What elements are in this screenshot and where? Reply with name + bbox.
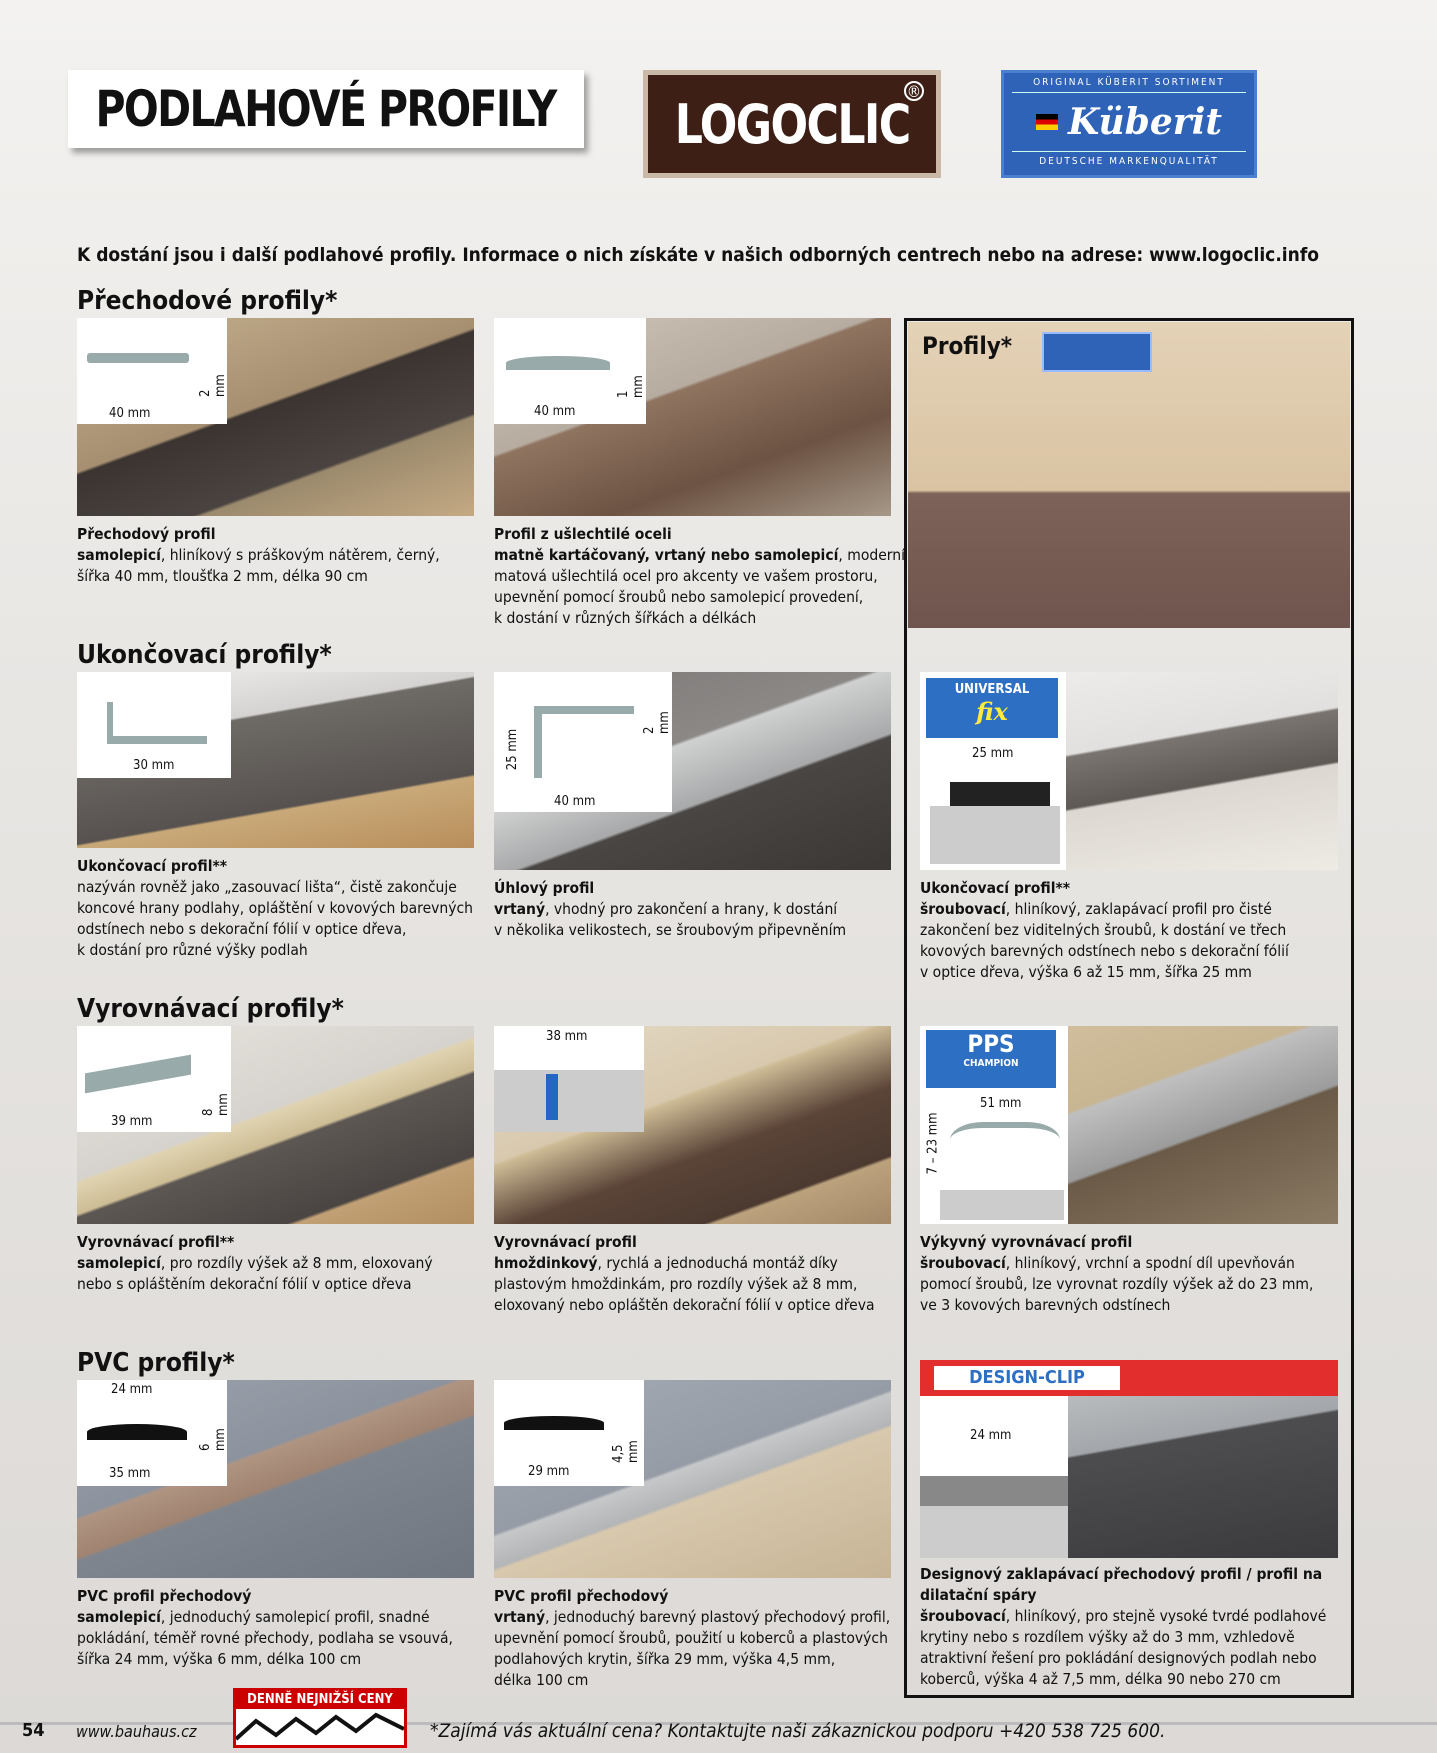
card-end-profile	[77, 856, 473, 961]
brand-champion: CHAMPION	[963, 1058, 1019, 1069]
dim-width: 38 mm	[546, 1029, 588, 1044]
card-line: krytiny nebo s rozdílem výšky až do 3 mm, vzhledově	[920, 1628, 1295, 1646]
brand-design-clip: DESIGN-CLIP	[934, 1366, 1120, 1390]
section-heading-transition: Přechodové profily*	[77, 286, 338, 316]
photo-pps-champion	[920, 1026, 1338, 1224]
card-bold: hmoždinkový	[494, 1254, 598, 1272]
card-line: , hliníkový s práškovým nátěrem, černý,	[160, 546, 440, 564]
diagram-box	[920, 672, 1066, 870]
diagram-box	[77, 1380, 227, 1486]
dim-width: 40 mm	[554, 794, 596, 809]
dim-width: 40 mm	[109, 406, 151, 421]
card-line: koberců, výška 4 až 7,5 mm, délka 90 nebo 270 cm	[920, 1670, 1281, 1688]
dim-height: 1 mm	[616, 375, 646, 398]
page-number: 54	[22, 1720, 45, 1741]
card-title: PVC profil přechodový	[77, 1587, 252, 1605]
dim-top-width: 24 mm	[111, 1382, 153, 1397]
dim-height-range: 7 – 23 mm	[925, 1112, 941, 1175]
panel-title: Profily*	[922, 332, 1013, 360]
section-heading-end: Ukončovací profily*	[77, 640, 332, 670]
card-bold: šroubovací	[920, 1607, 1006, 1625]
footer-note: *Zajímá vás aktuální cena? Kontaktujte naši zákaznickou podporu +420 538 725 600.	[430, 1720, 1166, 1742]
card-line: pomocí šroubů, lze vyrovnat rozdíly výšek až do 23 mm,	[920, 1275, 1314, 1293]
section-heading-leveling: Vyrovnávací profily*	[77, 994, 344, 1024]
badge-text: DENNĚ NEJNIŽŠÍ CENY	[236, 1691, 404, 1709]
card-leveling	[77, 1232, 433, 1295]
kuberit-brand: Küberit	[1067, 101, 1223, 143]
photo-angle-profile	[494, 672, 891, 870]
card-line: , vhodný pro zakončení a hrany, k dostání	[545, 900, 838, 918]
card-title: Designový zaklapávací přechodový profil / profil na	[920, 1565, 1323, 1583]
card-line: pokládání, téměř rovné přechody, podlaha se vsouvá,	[77, 1629, 453, 1647]
photo-end-profile	[77, 672, 474, 848]
card-line: zakončení bez viditelných šroubů, k dostání ve třech	[920, 921, 1287, 939]
registered-icon: ®	[904, 81, 924, 101]
card-line: nazýván rovněž jako „zasouvací lišta“, čistě zakončuje	[77, 878, 457, 896]
card-line: kovových barevných odstínech nebo s dekorační fólií	[920, 942, 1289, 960]
diagram-box	[494, 672, 672, 812]
card-line: matová ušlechtilá ocel pro akcenty ve vašem prostoru,	[494, 567, 878, 585]
dim-height: 6 mm	[198, 1428, 228, 1451]
card-line: v několika velikostech, se šroubovým připevněním	[494, 921, 847, 939]
card-line: nebo s opláštěním dekorační fólií v optice dřeva	[77, 1275, 412, 1293]
card-line: atraktivní řešení pro pokládání designových podlah nebo	[920, 1649, 1317, 1667]
card-line: , jednoduchý barevný plastový přechodový profil,	[545, 1608, 891, 1626]
card-bold: samolepicí	[77, 1254, 161, 1272]
card-line: v optice dřeva, výška 6 až 15 mm, šířka 25 mm	[920, 963, 1252, 981]
card-angle-profile	[494, 878, 846, 941]
card-line: eloxovaný nebo opláštěn dekorační fólií v optice dřeva	[494, 1296, 875, 1314]
dim-height: 8 mm	[201, 1093, 231, 1116]
card-line: upevnění pomocí šroubů nebo samolepicí provedení,	[494, 588, 864, 606]
zigzag-icon	[236, 1709, 404, 1745]
card-design-clip	[920, 1564, 1326, 1690]
dim-width: 39 mm	[111, 1114, 153, 1129]
card-line: ve 3 kovových barevných odstínech	[920, 1296, 1171, 1314]
card-pvc-drilled	[494, 1586, 890, 1691]
card-line: podlahových krytin, šířka 29 mm, výška 4,5 mm,	[494, 1650, 836, 1668]
card-line: k dostání pro různé výšky podlah	[77, 941, 308, 959]
card-line: k dostání v různých šířkách a délkách	[494, 609, 757, 627]
card-bold: šroubovací	[920, 1254, 1006, 1272]
card-title: Profil z ušlechtilé oceli	[494, 525, 672, 543]
dim-width: 30 mm	[133, 758, 175, 773]
dim-width: 24 mm	[970, 1428, 1012, 1443]
card-bold: vrtaný	[494, 1608, 546, 1626]
card-bold: šroubovací	[920, 900, 1006, 918]
german-flag-icon	[1036, 114, 1058, 130]
card-stainless	[494, 524, 905, 629]
diagram-box	[494, 318, 646, 424]
card-line: , hliníkový, vrchní a spodní díl upevňován	[1005, 1254, 1295, 1272]
photo-pvc-self-adhesive	[77, 1380, 474, 1578]
universal-fix-logo	[926, 678, 1058, 738]
photo-transition-black	[77, 318, 474, 516]
logoclic-logo	[643, 70, 941, 178]
dim-height-left: 25 mm	[505, 728, 521, 771]
kuberit-top-text: ORIGINAL KÜBERIT SORTIMENT	[1033, 77, 1225, 88]
diagram-box	[77, 318, 227, 424]
design-clip-banner	[920, 1360, 1338, 1396]
card-title-2: dilatační spáry	[920, 1586, 1037, 1604]
logoclic-text: LOGOCLIC	[674, 92, 910, 156]
dim-width: 35 mm	[109, 1466, 151, 1481]
kuberit-logo	[1001, 70, 1257, 178]
card-title: Ukončovací profil**	[920, 879, 1071, 897]
intro-text: K dostání jsou i další podlahové profily. Informace o nich získáte v našich odborných centrech nebo na adrese: www.logoclic.info	[77, 244, 1320, 266]
card-dowel-leveling	[494, 1232, 875, 1316]
photo-pvc-drilled	[494, 1380, 891, 1578]
page-title: PODLAHOVÉ PROFILY	[95, 80, 557, 138]
dim-width: 29 mm	[528, 1464, 570, 1479]
card-line: , rychlá a jednoduchá montáž díky	[597, 1254, 838, 1272]
photo-leveling	[77, 1026, 474, 1224]
card-line: , jednoduchý samolepicí profil, snadné	[160, 1608, 430, 1626]
section-heading-pvc: PVC profily*	[77, 1348, 235, 1378]
card-bold: samolepicí	[77, 546, 161, 564]
card-title: PVC profil přechodový	[494, 1587, 669, 1605]
card-line: plastovým hmoždinkám, pro rozdíly výšek až 8 mm,	[494, 1275, 858, 1293]
page-title-box	[68, 70, 584, 148]
photo-dowel-leveling	[494, 1026, 891, 1224]
dim-width: 51 mm	[980, 1096, 1022, 1111]
brand-universal: UNIVERSAL	[954, 682, 1030, 697]
dim-thickness: 2 mm	[642, 711, 672, 734]
card-transition-black	[77, 524, 440, 587]
card-title: Přechodový profil	[77, 525, 216, 543]
card-bold: matně kartáčovaný, vrtaný nebo samolepicí	[494, 546, 839, 564]
card-universal-fix	[920, 878, 1289, 983]
card-title: Vyrovnávací profil**	[77, 1233, 235, 1251]
photo-universal-fix	[920, 672, 1338, 870]
card-bold: vrtaný	[494, 900, 546, 918]
card-pps	[920, 1232, 1313, 1316]
brand-fix: fix	[976, 697, 1008, 726]
card-line: šířka 24 mm, výška 6 mm, délka 100 cm	[77, 1650, 362, 1668]
photo-stainless	[494, 318, 891, 516]
card-line: délka 100 cm	[494, 1671, 589, 1689]
card-pvc-self-adhesive	[77, 1586, 453, 1670]
diagram-box	[494, 1026, 644, 1132]
photo-design-clip	[920, 1360, 1338, 1558]
diagram-box	[494, 1380, 644, 1486]
lowest-price-badge	[233, 1688, 407, 1748]
diagram-box	[77, 1026, 231, 1132]
card-title: Ukončovací profil**	[77, 857, 228, 875]
brand-pps: PPS	[967, 1030, 1015, 1058]
card-line: upevnění pomocí šroubů, použití u koberců a plastových	[494, 1629, 888, 1647]
card-line: , pro rozdíly výšek až 8 mm, eloxovaný	[160, 1254, 433, 1272]
dim-width: 25 mm	[972, 746, 1014, 761]
kuberit-small-logo	[1042, 332, 1152, 372]
card-line: koncové hrany podlahy, opláštění v kovových barevných	[77, 899, 473, 917]
card-bold: samolepicí	[77, 1608, 161, 1626]
card-title: Vyrovnávací profil	[494, 1233, 637, 1251]
dim-height: 2 mm	[198, 374, 228, 397]
card-line: , hliníkový, pro stejně vysoké tvrdé podlahové	[1005, 1607, 1327, 1625]
dim-width: 40 mm	[534, 404, 576, 419]
card-title: Úhlový profil	[494, 879, 595, 897]
footer-url[interactable]: www.bauhaus.cz	[76, 1722, 197, 1741]
card-line: , hliníkový, zaklapávací profil pro čisté	[1005, 900, 1272, 918]
card-title: Výkyvný vyrovnávací profil	[920, 1233, 1133, 1251]
diagram-box	[920, 1026, 1068, 1224]
diagram-box	[920, 1396, 1068, 1558]
kuberit-bottom-text: DEUTSCHE MARKENQUALITÄT	[1039, 156, 1219, 167]
card-line: odstínech nebo s dekorační fólií v optice dřeva,	[77, 920, 407, 938]
dim-height: 4,5 mm	[611, 1440, 641, 1463]
card-line: , moderní	[838, 546, 905, 564]
diagram-box	[77, 672, 231, 778]
pps-logo	[926, 1030, 1056, 1088]
card-line: šířka 40 mm, tloušťka 2 mm, délka 90 cm	[77, 567, 368, 585]
panel-photo-room	[908, 322, 1350, 628]
